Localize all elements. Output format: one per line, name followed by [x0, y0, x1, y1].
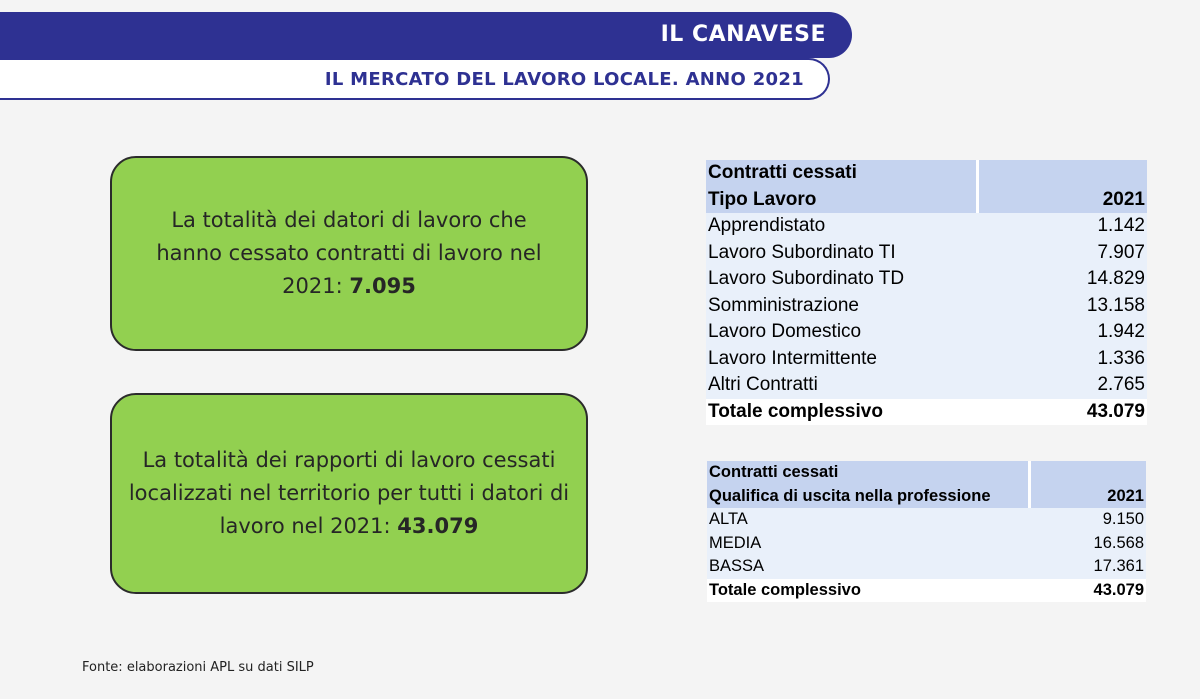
table-row — [707, 555, 1146, 579]
employers-summary-text — [142, 204, 556, 303]
table-total-row — [706, 399, 1147, 426]
table-row — [706, 293, 1147, 320]
employers-summary-value: 7.095 — [349, 274, 416, 298]
subheader-band — [0, 58, 830, 100]
qualification-table — [707, 461, 1146, 602]
table-row — [706, 240, 1147, 267]
row-value: 1.142 — [979, 213, 1147, 240]
contracts-summary-value: 43.079 — [397, 514, 479, 538]
row-value: 2.765 — [979, 372, 1147, 399]
page-subtitle: IL MERCATO DEL LAVORO LOCALE. ANNO 2021 — [324, 69, 804, 90]
table-header-row — [706, 187, 1147, 214]
row-label: Lavoro Subordinato TD — [706, 266, 979, 293]
contract-type-table — [706, 160, 1147, 425]
total-value: 43.079 — [1031, 579, 1146, 603]
source-note: Fonte: elaborazioni APL su dati SILP — [82, 660, 314, 675]
table-row — [706, 213, 1147, 240]
row-value: 1.942 — [979, 319, 1147, 346]
total-label: Totale complessivo — [706, 399, 979, 426]
row-value: 14.829 — [979, 266, 1147, 293]
table-row — [706, 372, 1147, 399]
row-value: 1.336 — [979, 346, 1147, 373]
row-value: 9.150 — [1031, 508, 1146, 532]
row-value: 16.568 — [1031, 532, 1146, 556]
table-row — [707, 532, 1146, 556]
row-label: Somministrazione — [706, 293, 979, 320]
row-label: MEDIA — [707, 532, 1031, 556]
table-total-row — [707, 579, 1146, 603]
row-label: BASSA — [707, 555, 1031, 579]
employers-summary-label: La totalità dei datori di lavoro che hanno cessato contratti di lavoro nel 2021: — [156, 208, 542, 298]
column-header-label: Tipo Lavoro — [706, 187, 979, 214]
total-label: Totale complessivo — [707, 579, 1031, 603]
table-heading-blank — [979, 160, 1147, 187]
row-value: 7.907 — [979, 240, 1147, 267]
page-title: IL CANAVESE — [660, 22, 826, 47]
table-heading-row — [706, 160, 1147, 187]
table-row — [706, 319, 1147, 346]
column-header-year: 2021 — [979, 187, 1147, 214]
row-label: Lavoro Domestico — [706, 319, 979, 346]
row-label: ALTA — [707, 508, 1031, 532]
header-band — [0, 12, 852, 58]
total-value: 43.079 — [979, 399, 1147, 426]
row-label: Lavoro Intermittente — [706, 346, 979, 373]
row-value: 17.361 — [1031, 555, 1146, 579]
contracts-summary-box — [110, 393, 588, 594]
row-label: Lavoro Subordinato TI — [706, 240, 979, 267]
row-label: Altri Contratti — [706, 372, 979, 399]
table-heading: Contratti cessati — [707, 461, 1031, 485]
table-heading: Contratti cessati — [706, 160, 979, 187]
employers-summary-box — [110, 156, 588, 351]
contracts-summary-text — [122, 444, 576, 543]
contracts-summary-label: La totalità dei rapporti di lavoro cessati localizzati nel territorio per tutti i datori di lavoro nel 2021: — [128, 448, 570, 538]
column-header-label: Qualifica di uscita nella professione — [707, 485, 1031, 509]
table-row — [706, 346, 1147, 373]
table-row — [707, 508, 1146, 532]
table-row — [706, 266, 1147, 293]
row-label: Apprendistato — [706, 213, 979, 240]
table-heading-blank — [1031, 461, 1146, 485]
table-heading-row — [707, 461, 1146, 485]
column-header-year: 2021 — [1031, 485, 1146, 509]
table-header-row — [707, 485, 1146, 509]
row-value: 13.158 — [979, 293, 1147, 320]
